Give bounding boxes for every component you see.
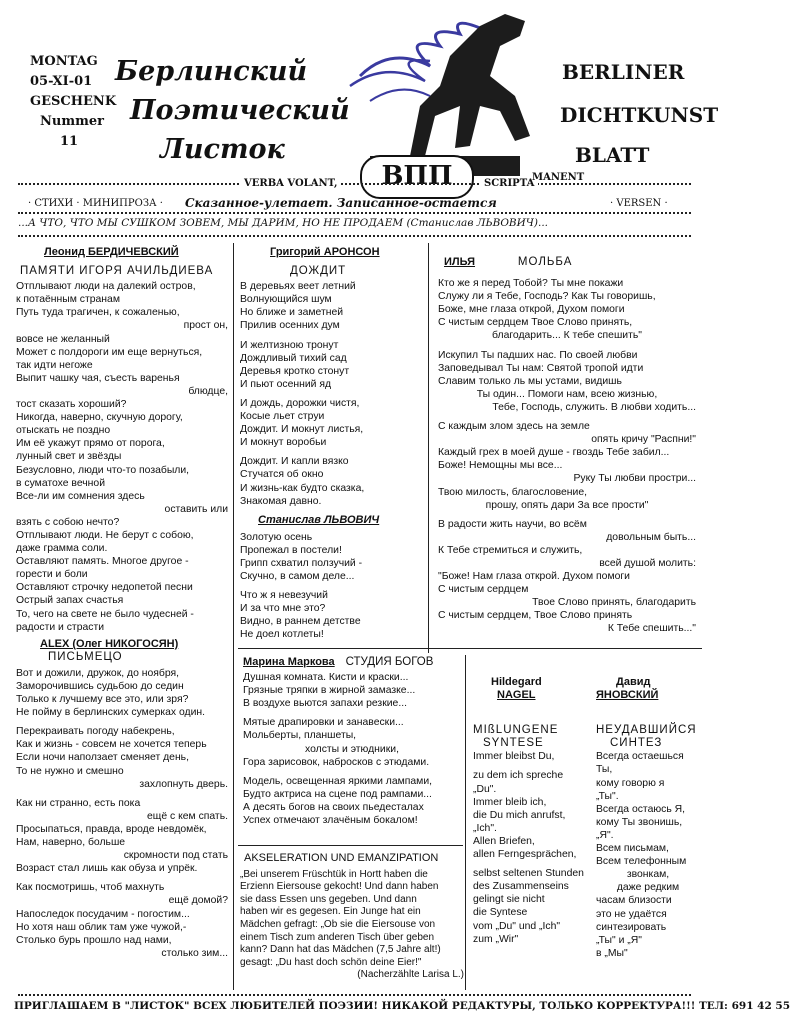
text-line: Боже! Немощны мы все...	[438, 460, 563, 472]
mольба-heading	[438, 256, 696, 269]
poem-title-pamyati: ПАМЯТИ ИГОРЯ АЧИЛЬДИЕВА	[20, 265, 214, 278]
poem-body-dozhdit	[240, 280, 426, 508]
text-line: оставить или	[164, 503, 228, 515]
text-line: Всем телефонным	[596, 856, 687, 868]
text-line: это не удаётся	[596, 908, 667, 920]
text-line: „Я".	[596, 829, 614, 841]
text-line: „Ты" и „Я"	[596, 934, 642, 946]
text-line: kann? Dann hat das Mädchen (7,5 Jahre alt!)	[240, 944, 441, 956]
text-line: прост он,	[183, 320, 228, 332]
text-line: кому Ты звонишь,	[596, 816, 683, 828]
studio-block	[243, 656, 461, 827]
author-aronson: Григорий АРОНСОН	[270, 246, 380, 258]
text-line: Как и жизнь - совсем не хочется теперь	[16, 739, 207, 751]
poem-body-studio	[243, 671, 461, 827]
text-line: В деревьях веет летний	[240, 281, 356, 293]
text-line: Immer bleib ich,	[473, 796, 547, 808]
text-line: Может с полдороги им еще вернуться,	[16, 346, 203, 358]
text-line: ещё домой?	[168, 895, 228, 907]
text-line: С чистым сердцем	[438, 584, 529, 596]
text-line: Косые льет струи	[240, 411, 325, 423]
bpl-logo: BΠΠ	[360, 155, 474, 199]
text-line: gesagt: „Du hast doch schön deine Eier!"	[240, 956, 422, 968]
genres-left: · СТИХИ · МИНИПРОЗА ·	[28, 198, 163, 209]
story-body-akzeleration	[240, 869, 464, 982]
text-line: радости и страсти	[16, 621, 105, 633]
text-line: Выпит чашку чая, съесть варенья	[16, 372, 180, 384]
text-line: Allen Briefen,	[473, 835, 535, 847]
author-ilya: ИЛЬЯ	[444, 256, 476, 268]
text-line: Вот и дожили, дружок, до ноября,	[16, 667, 180, 679]
text-line: блюдце,	[188, 385, 228, 397]
epigraph: ...А ЧТО, ЧТО МЫ СУШКОМ ЗОВЕМ, МЫ ДАРИМ, НО НЕ ПРОДАЕМ (Станислав ЛЬВОВИЧ)...	[18, 217, 549, 229]
text-line: Заповедывал Ты нам: Святой тропой идти	[438, 362, 644, 374]
poem-title-molba: МОЛЬБА	[517, 256, 573, 268]
text-line: Прилив осенних дум	[240, 320, 340, 332]
text-line: Золотую осень	[240, 531, 313, 543]
text-line: Всегда остаюсь Я,	[596, 803, 686, 815]
poem-title-studio: СТУДИЯ БОГОВ	[345, 656, 434, 668]
text-line: даже грамма соли.	[16, 543, 108, 555]
text-line: ещё с кем спать.	[147, 810, 228, 822]
col-divider-2	[428, 243, 429, 653]
text-line: die Du mich anrufst,	[473, 809, 566, 821]
col-divider-4	[465, 655, 466, 990]
col4-poem	[473, 676, 585, 946]
text-line: взять с собою нечто?	[16, 516, 120, 528]
studio-heading	[243, 656, 461, 669]
text-line: selbst seltenen Stunden	[473, 868, 584, 880]
text-line: einem Tisch zum anderen Tisch über geben	[240, 931, 434, 943]
author-alex: ALEX (Олег НИКОГОСЯН)	[40, 637, 179, 650]
poem-title-pismetso: ПИСЬМЕЦО	[48, 650, 123, 663]
text-line: Erzienn Eiersouse gekocht! Und dann haben	[240, 881, 439, 893]
poem-title-dozhdit: ДОЖДИТ	[290, 265, 347, 278]
text-line: К Тебе спешить..."	[607, 623, 696, 635]
text-line: allen Ferngesprächen,	[473, 849, 577, 861]
text-line: Видно, в раннем детстве	[240, 616, 361, 628]
text-line: тост сказать хороший?	[16, 399, 127, 411]
text-line: Не пойму в берлинских сумерках один.	[16, 707, 206, 719]
text-line: благодарить... К тебе спешить"	[492, 330, 642, 342]
text-line: Дождит. И мокнут листья,	[240, 424, 364, 436]
motto-russian: Сказанное-улетает. Записанное-остается	[185, 196, 497, 210]
text-line: отыскать не поздно	[16, 425, 111, 437]
text-line: Славим только ль мы устами, видишь	[438, 375, 622, 387]
text-line: Отплывают люди. Не берут с собою,	[16, 529, 194, 541]
text-line: Твое Слово принять, благодарить	[532, 597, 696, 609]
cyr-title-line-2: Поэтический	[130, 95, 350, 126]
text-line: des Zusammenseins	[473, 881, 569, 893]
poem-body-molba	[438, 277, 696, 635]
author-lastname-yanovsky: ЯНОВСКИЙ	[596, 689, 659, 702]
motto-latin-left: VERBA VOLANT,	[240, 178, 341, 189]
text-line: Дождливый тихий сад	[240, 352, 347, 364]
text-line: Заморочившись судьбою до седин	[16, 681, 184, 692]
text-line: довольным быть...	[606, 531, 696, 543]
text-line: столько зим...	[161, 947, 228, 959]
text-line: Руку Ты любви простри...	[573, 473, 696, 485]
text-line: Что ж я невезучий	[240, 590, 328, 602]
col3-poem	[438, 256, 696, 636]
text-line: Грипп схватил ползучий -	[240, 557, 363, 569]
text-line: „Ich".	[473, 822, 497, 834]
ger-title-line-3: BLATT	[575, 143, 650, 167]
text-line: Ты,	[596, 764, 613, 776]
hdivider-mid	[238, 648, 702, 649]
poem-title-ru-2: СИНТЕЗ	[610, 737, 663, 750]
text-line: die Syntese	[473, 907, 528, 919]
text-line: Ты один... Помоги нам, всею жизнью,	[476, 388, 658, 400]
text-line: Дождит. И капли вязко	[240, 456, 349, 468]
text-line: прошу, опять дари За все прости"	[485, 499, 649, 511]
issue-label: GESCHENK	[30, 94, 117, 109]
text-line: С каждым злом здесь на земле	[438, 421, 590, 433]
divider-top	[18, 183, 691, 185]
text-line: И пьют осенний яд	[240, 378, 332, 390]
text-line: вовсе не желанный	[16, 333, 110, 345]
text-line: Просыпаться, правда, вроде невдомёк,	[16, 823, 207, 835]
text-line: Им её укажут прямо от порога,	[16, 438, 165, 450]
text-line: Не доел котлеты!	[240, 629, 324, 641]
text-line: к потаённым странам	[16, 294, 120, 306]
text-line: в суматохе вечной	[16, 477, 105, 489]
text-line: Никогда, наверно, скучную дорогу,	[16, 412, 183, 424]
text-line: Искупил Ты падших нас. По своей любви	[438, 349, 638, 361]
text-line: звонкам,	[626, 869, 670, 881]
text-line: Кто же я перед Тобой? Ты мне покажи	[438, 278, 624, 290]
divider-bottom	[18, 235, 691, 237]
motto-latin-right: MANENT	[532, 172, 585, 183]
text-line: даже редким	[616, 882, 680, 894]
text-line: Напоследок посудачим - погостим...	[16, 908, 190, 920]
cyr-title-line-3: Листок	[160, 134, 285, 165]
text-line: Стучатся об окно	[240, 469, 324, 481]
text-line: И жизнь-как будто сказка,	[240, 482, 365, 494]
poem-title-ru-1: НЕУДАВШИЙСЯ	[596, 724, 697, 737]
text-line: „Du".	[473, 783, 497, 795]
text-line: Деревья кротко стонут	[240, 365, 350, 377]
story-title-akzeleration: AKSELERATION UND EMANZIPATION	[244, 852, 439, 864]
poem-title-de-2: SYNTESE	[483, 737, 544, 750]
text-line: Но ближе и заметней	[240, 307, 344, 319]
text-line: Всем письмам,	[596, 843, 669, 855]
motto-latin-mid: SCRIPTA	[480, 178, 538, 189]
text-line: Мольберты, планшеты,	[243, 730, 357, 742]
text-line: Каждый грех в моей душе - гвоздь Тебе забил...	[438, 447, 670, 459]
poem-title-de-1: MIßLUNGENE	[473, 724, 559, 737]
author-firstname-david: Давид	[616, 676, 651, 688]
text-line: То, чего на свете не было чудесней -	[16, 608, 194, 620]
author-firstname-hildegard: Hildegard	[491, 676, 542, 688]
text-line: Столько бурь прошло над нами,	[16, 934, 172, 946]
text-line: кому говорю я	[596, 777, 665, 789]
text-line: И мокнут воробьи	[240, 437, 327, 449]
issue-day: MONTAG	[30, 54, 98, 69]
col1-poems	[16, 246, 228, 960]
ger-title-line-1: BERLINER	[562, 60, 685, 84]
text-line: скромности под стать	[123, 850, 228, 862]
text-line: Модель, освещенная яркими лампами,	[243, 775, 433, 787]
text-line: Нам, наверно, больше	[16, 837, 126, 849]
poem-body-pismetso	[16, 667, 228, 960]
issue-number-label: Nummer	[40, 114, 104, 129]
divider-mid	[18, 212, 691, 214]
col2-poems	[240, 246, 426, 642]
poem-body-lvovich	[240, 531, 426, 642]
hdivider-inner	[238, 845, 463, 846]
text-line: так идти негоже	[16, 359, 93, 371]
text-line: Знакомая давно.	[240, 495, 322, 507]
text-line: zu dem ich spreche	[473, 770, 564, 782]
author-markova: Марина Маркова	[243, 656, 335, 668]
text-line: (Nacherzählte Larisa L.)	[357, 969, 464, 981]
genres-right: · VERSEN ·	[610, 198, 668, 209]
poem-body-pamyati	[16, 280, 228, 634]
text-line: gelingt sie nicht	[473, 894, 545, 906]
issue-number: 11	[60, 134, 79, 149]
text-line: В радости жить научи, во всём	[438, 518, 587, 530]
text-line: синтезировать	[596, 921, 667, 933]
text-line: всей душой молить:	[599, 557, 696, 569]
issue-info	[30, 52, 120, 152]
author-berdichevsky: Леонид БЕРДИЧЕВСКИЙ	[44, 246, 179, 258]
text-line: захлопнуть дверь.	[139, 778, 228, 790]
text-line: haben wir es gegesen. Ein Junge hat ein	[240, 906, 421, 918]
text-line: опять кричу "Распни!"	[591, 434, 696, 446]
text-line: И дождь, дорожки чистя,	[240, 397, 360, 409]
text-line: Все-ли им сомнения здесь	[16, 490, 145, 502]
text-line: Грязные тряпки в жирной замазке...	[243, 685, 416, 697]
text-line: Всегда остаешься	[596, 751, 684, 763]
text-line: Боже, мне глаза открой, Духом помоги	[438, 304, 625, 316]
col5-poem	[596, 676, 700, 960]
author-lastname-nagel: NAGEL	[497, 689, 536, 702]
text-line: Но хотя наш облик там уже чужой,-	[16, 921, 187, 933]
text-line: Как ни странно, есть пока	[16, 797, 141, 809]
text-line: Тебе, Господь, служить. В любви ходить...	[492, 401, 696, 413]
cyr-title-line-1: Берлинский	[115, 56, 308, 87]
text-line: Будто актриса на сцене под рампами...	[243, 788, 432, 800]
text-line: Только к лучшему все это, или зря?	[16, 694, 189, 706]
text-line: Острый запах счастья	[16, 595, 124, 607]
text-line: Оставляют строчку недопетой песни	[16, 582, 193, 594]
poem-body-yanovsky	[596, 750, 700, 960]
text-line: холсты и этюдники,	[305, 743, 399, 755]
text-line: Служу ли я Тебе, Господь? Как Ты говоришь,	[438, 291, 656, 303]
footer-invitation: ПРИГЛАШАЕМ В "ЛИСТОК" ВСЕХ ЛЮБИТЕЛЕЙ ПОЭЗИИ! НИКАКОЙ РЕДАКТУРЫ, ТОЛЬКО КОРРЕКТУРА!!! ТЕЛ: 691 42 55	[14, 1000, 790, 1012]
text-line: sie dass Essen uns gegeben. Und dann	[240, 893, 417, 905]
text-line: И желтизною тронут	[240, 339, 339, 351]
text-line: лунный свет и звёзды	[16, 451, 122, 463]
text-line: К Тебе стремиться и служить,	[438, 544, 583, 556]
text-line: Immer bleibst Du,	[473, 751, 555, 763]
col-divider-1	[233, 243, 234, 653]
akzeleration-block	[240, 852, 464, 982]
text-line: Успех отмечают злачёным бокалом!	[243, 815, 418, 827]
text-line: И за что мне это?	[240, 603, 326, 615]
text-line: "Боже! Нам глаза открой. Духом помоги	[438, 571, 630, 583]
author-lvovich: Станислав ЛЬВОВИЧ	[258, 513, 380, 526]
text-line: vom „Du" und „Ich"	[473, 920, 561, 932]
text-line: Если ночи наползает сменяет день,	[16, 752, 189, 764]
text-line: То не нужно и смешно	[16, 765, 124, 777]
text-line: Оставляют память. Многое другое -	[16, 556, 189, 568]
text-line: Мятые драпировки и занавески...	[243, 717, 404, 729]
issue-date: 05-XI-01	[30, 74, 93, 89]
text-line: „Bei unserem Früschtük in Hortt haben die	[240, 868, 428, 880]
text-line: А десять богов на своих пьедесталах	[243, 801, 424, 813]
text-line: Безусловно, люди что-то позабыли,	[16, 464, 190, 476]
text-line: горести и боли	[16, 569, 88, 581]
text-line: Волнующийся шум	[240, 294, 332, 306]
text-line: Перекраивать погоду набекрень,	[16, 726, 175, 738]
text-line: В воздухе вьются запахи резкие...	[243, 698, 407, 710]
text-line: Твою милость, благословение,	[438, 486, 588, 498]
text-line: часам близости	[596, 895, 672, 907]
text-line: С чистым сердцем, Твое Слово принять	[438, 610, 633, 622]
col-divider-3	[233, 650, 234, 990]
text-line: Путь туда трагичен, к сожаленью,	[16, 307, 180, 319]
text-line: „Ты".	[596, 790, 619, 802]
poem-body-nagel	[473, 750, 585, 945]
text-line: Mädchen gefragt: „Ob sie die Eiersouse von	[240, 918, 436, 930]
text-line: в „Мы"	[596, 947, 628, 959]
text-line: Душная комната. Кисти и краски...	[243, 672, 409, 684]
text-line: Отплывают люди на далекий остров,	[16, 281, 196, 293]
text-line: Пропежал в постели!	[240, 544, 342, 556]
text-line: Возраст стал лишь как обуза и упрёк.	[16, 863, 198, 875]
text-line: zum „Wir"	[473, 933, 519, 945]
text-line: Как посмотришь, чтоб махнуть	[16, 882, 165, 894]
text-line: С чистым сердцем Твое Слово принять,	[438, 317, 633, 329]
text-line: Гора зарисовок, набросков с этюдами.	[243, 756, 430, 768]
text-line: Скучно, в самом деле...	[240, 571, 355, 583]
footer-divider	[18, 994, 691, 996]
ger-title-line-2: DICHTKUNST	[560, 103, 719, 127]
